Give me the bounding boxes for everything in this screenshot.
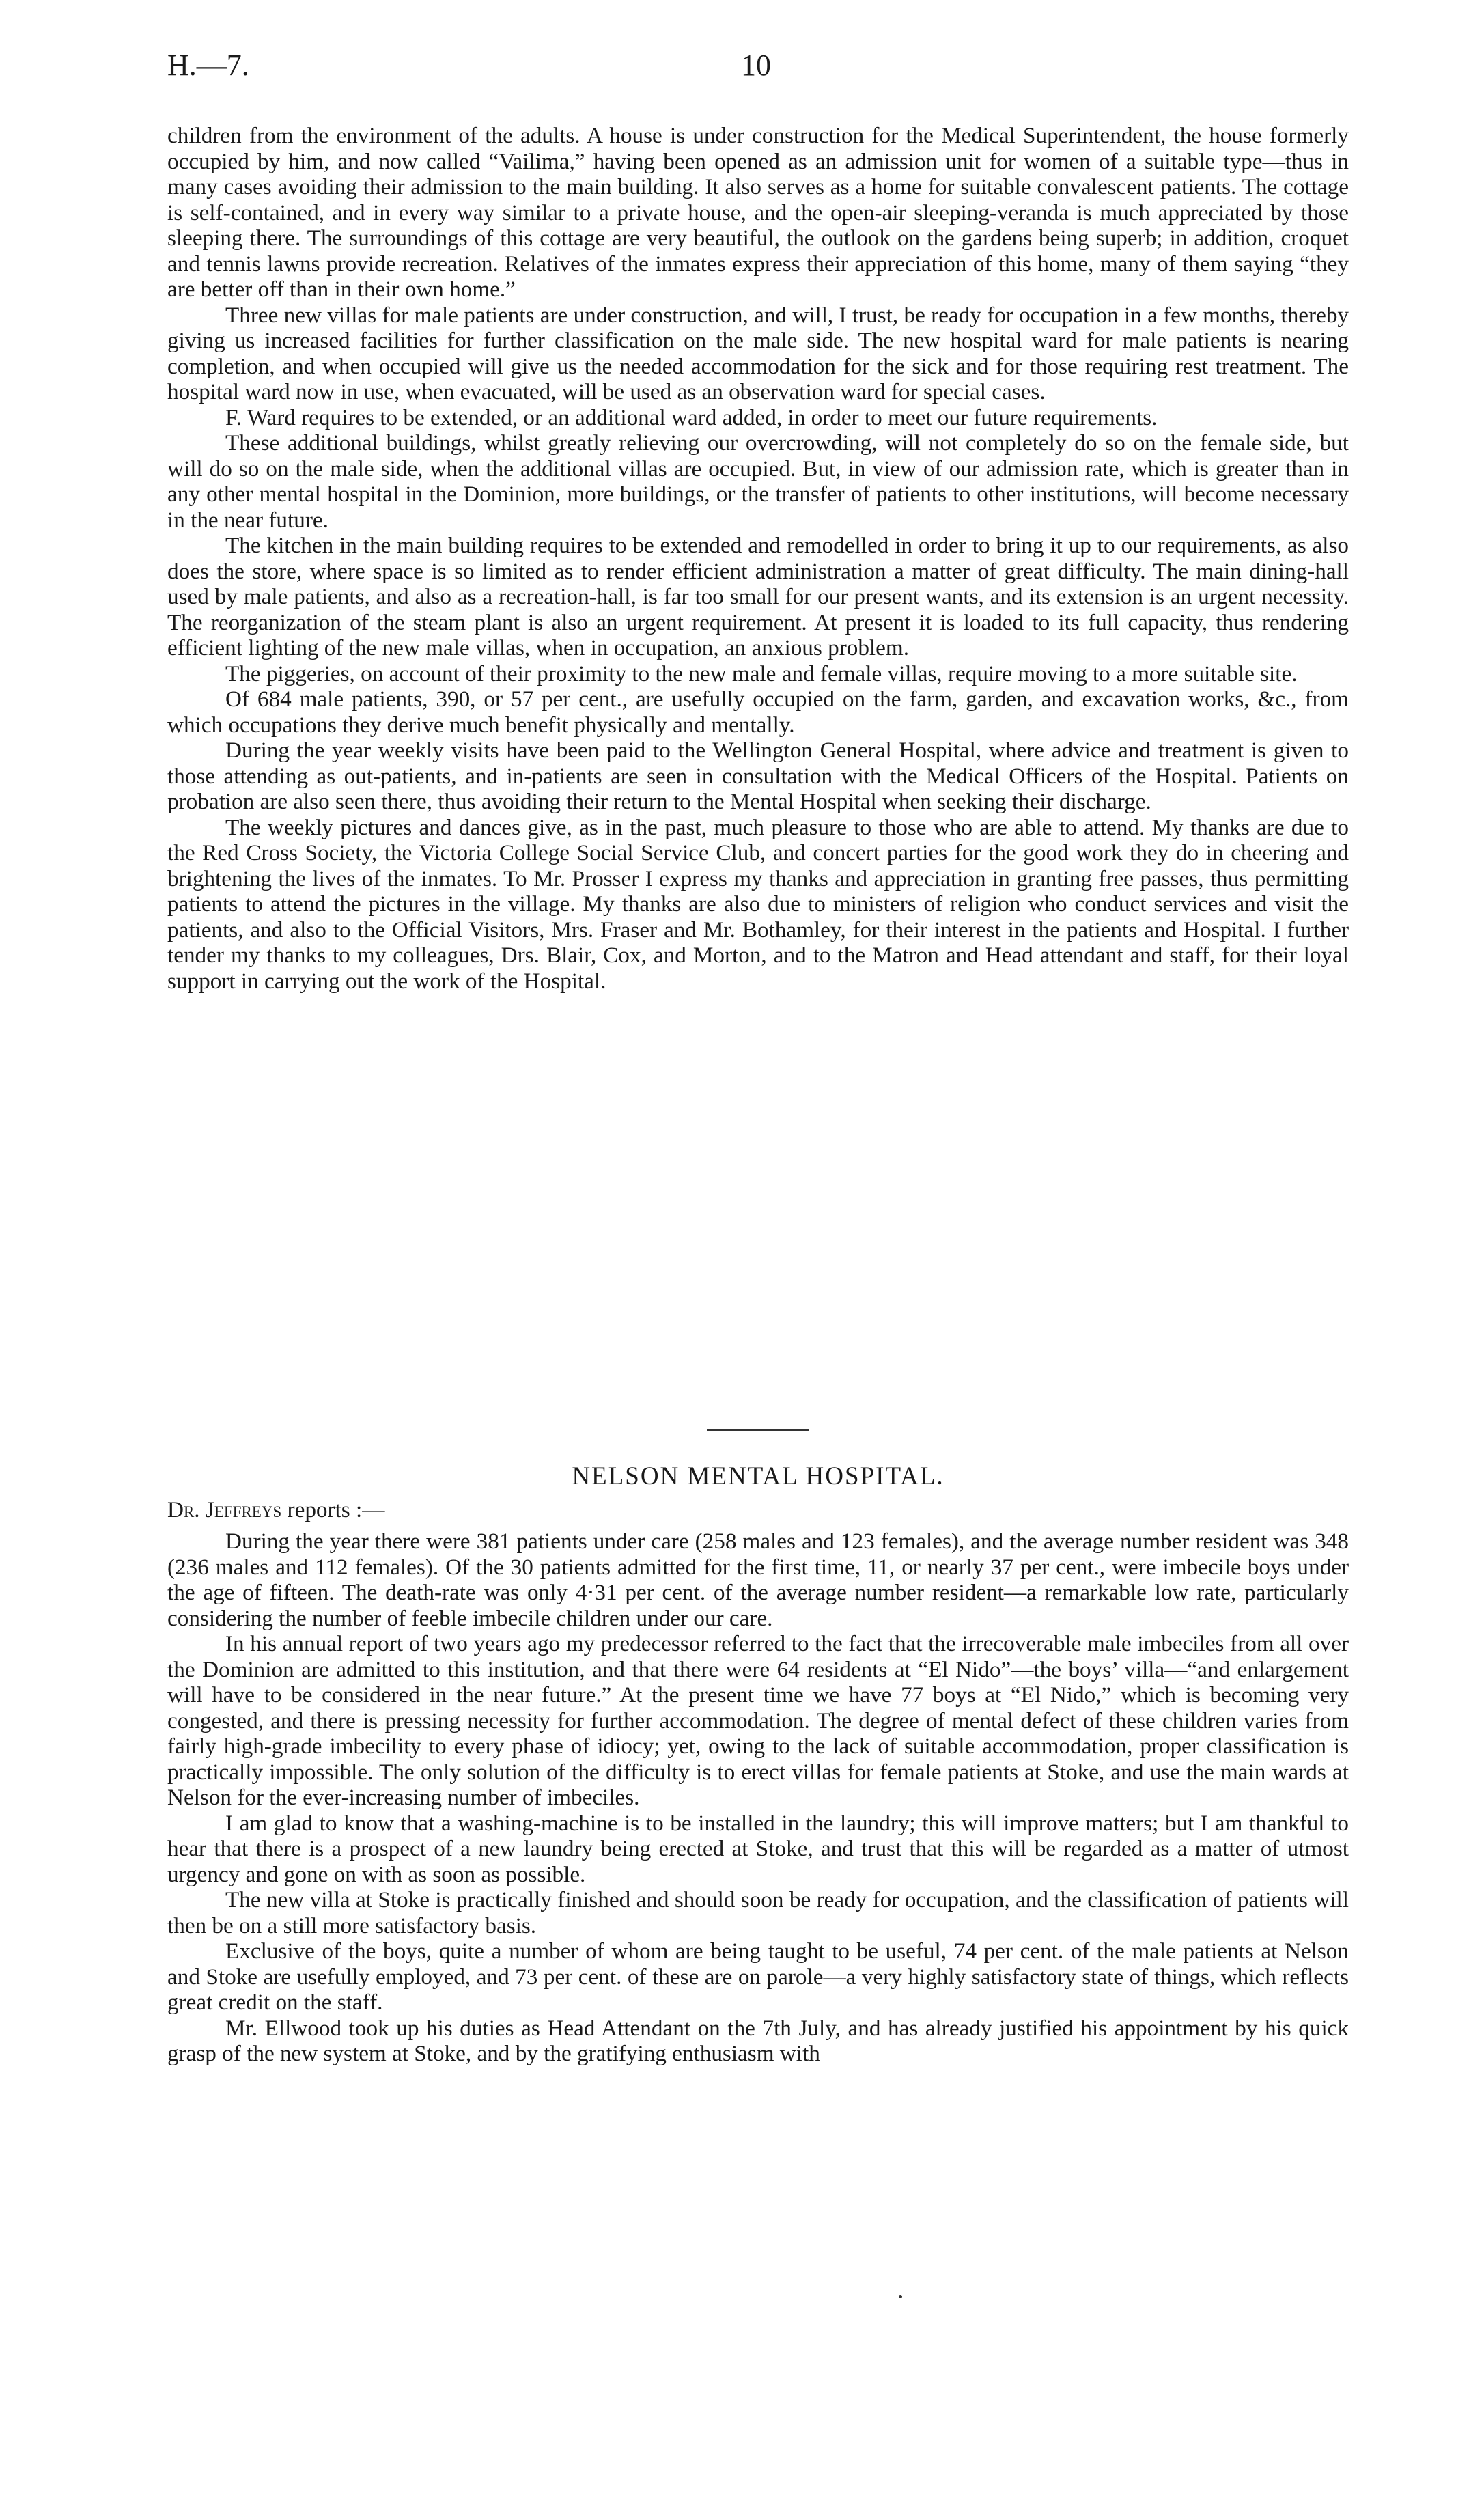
reporter-name: Dr. Jeffreys <box>167 1497 282 1522</box>
section-divider <box>707 1429 809 1431</box>
paragraph-continuation: children from the environment of the adults. A house is under construction for the Medical Superintendent, the house formerly occupied by him, and now called “Vailima,” having been opened as an admission unit for women of a suitable type—thus in many cases avoiding their admission to the main building. It also serves as a home for suitable convalescent patients. The cottage is self-contained, and in every way similar to a private house, and the open-air sleeping-veranda is much appreciated by those sleeping there. The surroundings of this cottage are very beautiful, the outlook on the gardens being superb; in addition, croquet and tennis lawns provide recreation. Relatives of the inmates express their appreciation of this home, many of them saying “they are better off than in their own home.” <box>167 123 1349 302</box>
paragraph-additional-buildings: These additional buildings, whilst greatly relieving our overcrowding, will not completely do so on the female side, but will do so on the male side, when the additional villas are occupied. But, in view of our admission rate, which is greater than in any other mental hospital in the Dominion, more buildings, or the transfer of patients to other institutions, will become necessary in the near future. <box>167 430 1349 533</box>
paragraph-kitchen: The kitchen in the main building requires to be extended and remodelled in order to bring it up to our requirements, as also does the store, where space is so limited as to render efficient administration a matter of great difficulty. The main dining-hall used by male patients, and also as a recreation-hall, is far too small for our present wants, and its extension is an urgent necessity. The reorganization of the steam plant is also an urgent requirement. At present it is loaded to its full capacity, thus rendering efficient lighting of the new male villas, when in occupation, an anxious problem. <box>167 533 1349 660</box>
page-header <box>167 48 1349 89</box>
paragraph-f-ward: F. Ward requires to be extended, or an additional ward added, in order to meet our future requirements. <box>225 404 1158 430</box>
paragraph-employment: Exclusive of the boys, quite a number of whom are being taught to be useful, 74 per cent. of the male patients at Nelson and Stoke are usefully employed, and 73 per cent. of these are on parole—a very highly satisfactory state of things, which reflects great credit on the staff. <box>167 1938 1349 2015</box>
paragraph-patients-under-care: During the year there were 381 patients under care (258 males and 123 females), and the average number resident was 348 (236 males and 112 females). Of the 30 patients admitted for the first time, 11, or nearly 37 per cent., were imbecile boys under the age of fifteen. The death-rate was only 4·31 per cent. of the average number resident—a remarkable low rate, particularly considering the number of feeble imbecile children under our care. <box>167 1529 1349 1631</box>
page-number: 10 <box>741 48 771 82</box>
document-reference: H.—7. <box>167 48 249 82</box>
continuation-section <box>167 123 1349 994</box>
paragraph-new-villa-stoke: The new villa at Stoke is practically finished and should soon be ready for occupation, and the classification of patients will then be on a still more satisfactory basis. <box>167 1887 1349 1938</box>
reporter-line <box>167 1497 384 1523</box>
paragraph-laundry: I am glad to know that a washing-machine is to be installed in the laundry; this will improve matters; but I am thankful to hear that there is a prospect of a new laundry being erected at Stoke, and trust that this will be regarded as a matter of utmost urgency and gone on with as soon as possible. <box>167 1810 1349 1887</box>
paragraph-new-villas: Three new villas for male patients are under construction, and will, I trust, be ready for occupation in a few months, thereby giving us increased facilities for further classification on the male side. The new hospital ward for male patients is nearing completion, and when occupied will give us the needed accommodation for the sick and for those requiring rest treatment. The hospital ward now in use, when evacuated, will be used as an observation ward for special cases. <box>167 302 1349 404</box>
stray-ink-mark <box>899 2295 902 2298</box>
paragraph-ellwood: Mr. Ellwood took up his duties as Head Attendant on the 7th July, and has already justified his appointment by his quick grasp of the new system at Stoke, and by the gratifying enthusiasm with <box>167 2015 1349 2066</box>
paragraph-piggeries: The piggeries, on account of their proximity to the new male and female villas, require moving to a more suitable site. <box>225 660 1298 686</box>
paragraph-weekly-visits: During the year weekly visits have been paid to the Wellington General Hospital, where advice and treatment is given to those attending as out-patients, and in-patients are seen in consultation with the Medical Officers of the Hospital. Patients on probation are also seen there, thus avoiding their return to the Mental Hospital when seeking their discharge. <box>167 738 1349 814</box>
paragraph-thanks: The weekly pictures and dances give, as in the past, much pleasure to those who are able to attend. My thanks are due to the Red Cross Society, the Victoria College Social Service Club, and concert parties for the good work they do in cheering and brightening the lives of the inmates. To Mr. Prosser I express my thanks and appreciation in granting free passes, thus permitting patients to attend the pictures in the village. My thanks are also due to ministers of religion who conduct services and visit the patients, and also to the Official Visitors, Mrs. Fraser and Mr. Bothamley, for their interest in the patients and Hospital. I further tender my thanks to my colleagues, Drs. Blair, Cox, and Morton, and to the Matron and Head attendant and staff, for their loyal support in carrying out the work of the Hospital. <box>167 814 1349 994</box>
section-title: NELSON MENTAL HOSPITAL. <box>572 1462 944 1490</box>
paragraph-imbeciles: In his annual report of two years ago my predecessor referred to the fact that the irrecoverable male imbeciles from all over the Dominion are admitted to this institution, and that there were 64 residents at “El Nido”—the boys’ villa—“and enlargement will have to be considered in the near future.” At the present time we have 77 boys at “El Nido,” which is becoming very congested, and there is pressing necessity for further accommodation. The degree of mental defect of these children varies from fairly high-grade imbecility to every phase of idiocy; yet, owing to the lack of suitable accommodation, proper classification is practically impossible. The only solution of the difficulty is to erect villas for female patients at Stoke, and use the main wards at Nelson for the ever-increasing number of imbeciles. <box>167 1631 1349 1810</box>
reporter-suffix: reports :— <box>281 1497 385 1522</box>
nelson-section <box>167 1529 1349 2067</box>
paragraph-male-patients: Of 684 male patients, 390, or 57 per cent., are usefully occupied on the farm, garden, and excavation works, &c., from which occupations they derive much benefit physically and mentally. <box>167 686 1349 738</box>
